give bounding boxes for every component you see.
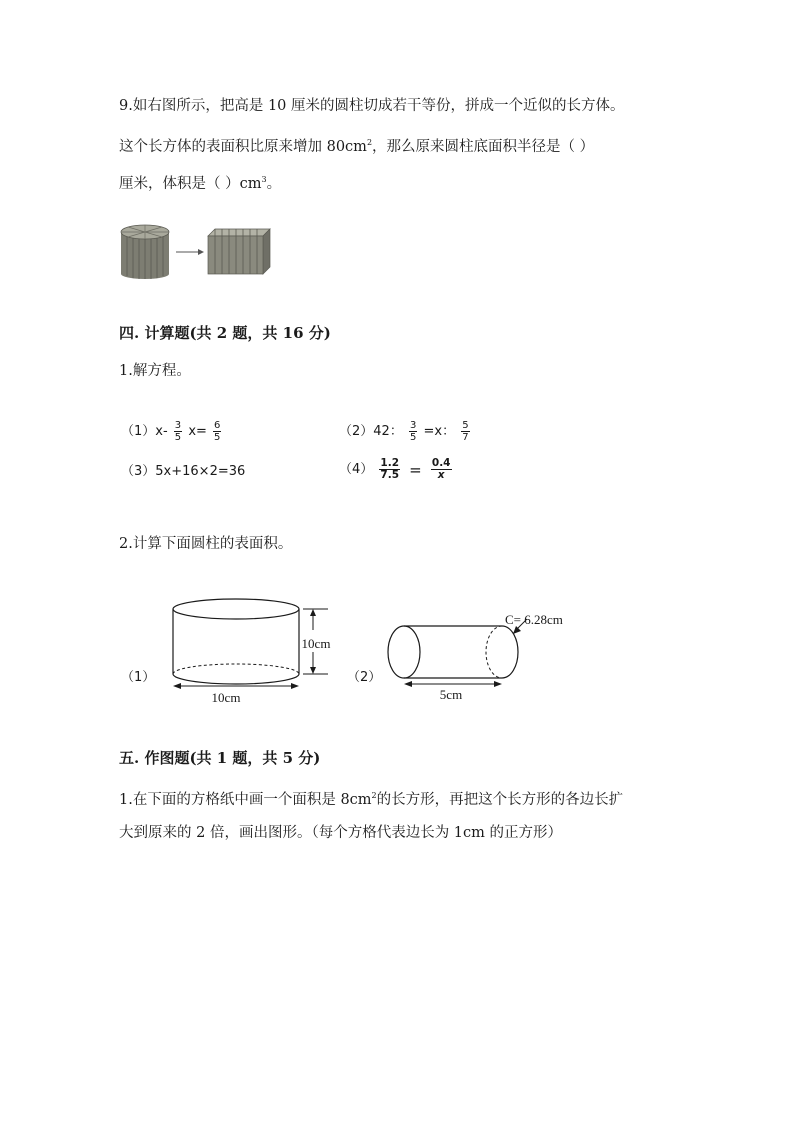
figure-2-length-label: 5cm [439,687,463,702]
cylinder-to-cuboid-figure [118,218,278,280]
q9-line-1: 9.如右图所示，把高是 10 厘米的圆柱切成若干等份，拼成一个近似的长方体。 [119,98,625,114]
equation-2-fraction-2: $\frac{5}{7}$ [462,420,469,443]
equation-4-prefix: （4） [339,462,374,477]
figure-2-circumference-label: C= 6.28cm [505,612,563,627]
q9-line-2-rest: ，那么原来圆柱底面积半径是（ ） [372,138,595,155]
equation-4-fraction-1: $\frac{1.2}{7.5}$ [380,457,400,481]
section-4-question-1-title: 1.解方程。 [119,363,191,379]
equation-2-fraction-1: $\frac{3}{5}$ [409,420,417,443]
figure-1-diameter-label: 10cm [211,690,241,705]
equation-1-prefix: （1）x- [121,424,168,439]
figure-2-label: （2） [347,670,382,685]
figure-1-height-label: 10cm [301,636,331,651]
equation-4-fraction-2: $\frac{0.4}{x}$ [431,457,451,481]
equation-1-fraction-2: $\frac{6}{5}$ [214,420,221,443]
section-5-q1-text: 1.在下面的方格纸中画一个面积是 8cm [119,791,372,808]
section-4-question-2-title: 2.计算下面圆柱的表面积。 [119,536,293,552]
equation-2 [339,420,472,443]
cuboid-icon [208,229,270,274]
q9-line-3 [119,170,281,194]
figure-1-label: （1） [121,670,156,685]
q9-line-2-text: 这个长方体的表面积比原来增加 80cm [119,138,367,155]
section-4-heading: 四. 计算题(共 2 题，共 16 分) [119,324,331,342]
section-5-q1-rest: 的长方形，再把这个长方形的各边长扩 [376,791,624,808]
q9-line-2-sup: 2 [366,138,373,147]
equation-4-equals: = [409,460,422,479]
cylinder-figure-1 [160,590,345,708]
section-5-heading: 五. 作图题(共 1 题，共 5 分) [119,749,321,767]
equation-4 [339,458,454,481]
q9-line-3-sup: 3 [261,175,267,184]
section-5-question-1-line-1 [119,786,623,810]
section-5-q1-sup: 2 [371,791,377,800]
q9-line-2 [119,133,594,157]
equation-1-fraction-1: $\frac{3}{5}$ [174,420,182,443]
equation-2-mid: =x： [423,424,456,439]
section-5-question-1-line-2: 大到原来的 2 倍，画出图形。（每个方格代表边长为 1cm 的正方形） [119,825,563,841]
equation-3: （3）5x+16×2=36 [121,464,246,479]
equation-1-mid: x= [188,424,207,439]
equation-2-prefix: （2）42： [339,424,403,439]
q9-line-3-rest: 。 [266,175,282,192]
equation-1 [121,420,223,443]
cylinder-figure-2 [385,605,580,705]
q9-line-3-text: 厘米，体积是（ ）cm [119,175,262,192]
cut-cylinder-icon [121,225,169,279]
